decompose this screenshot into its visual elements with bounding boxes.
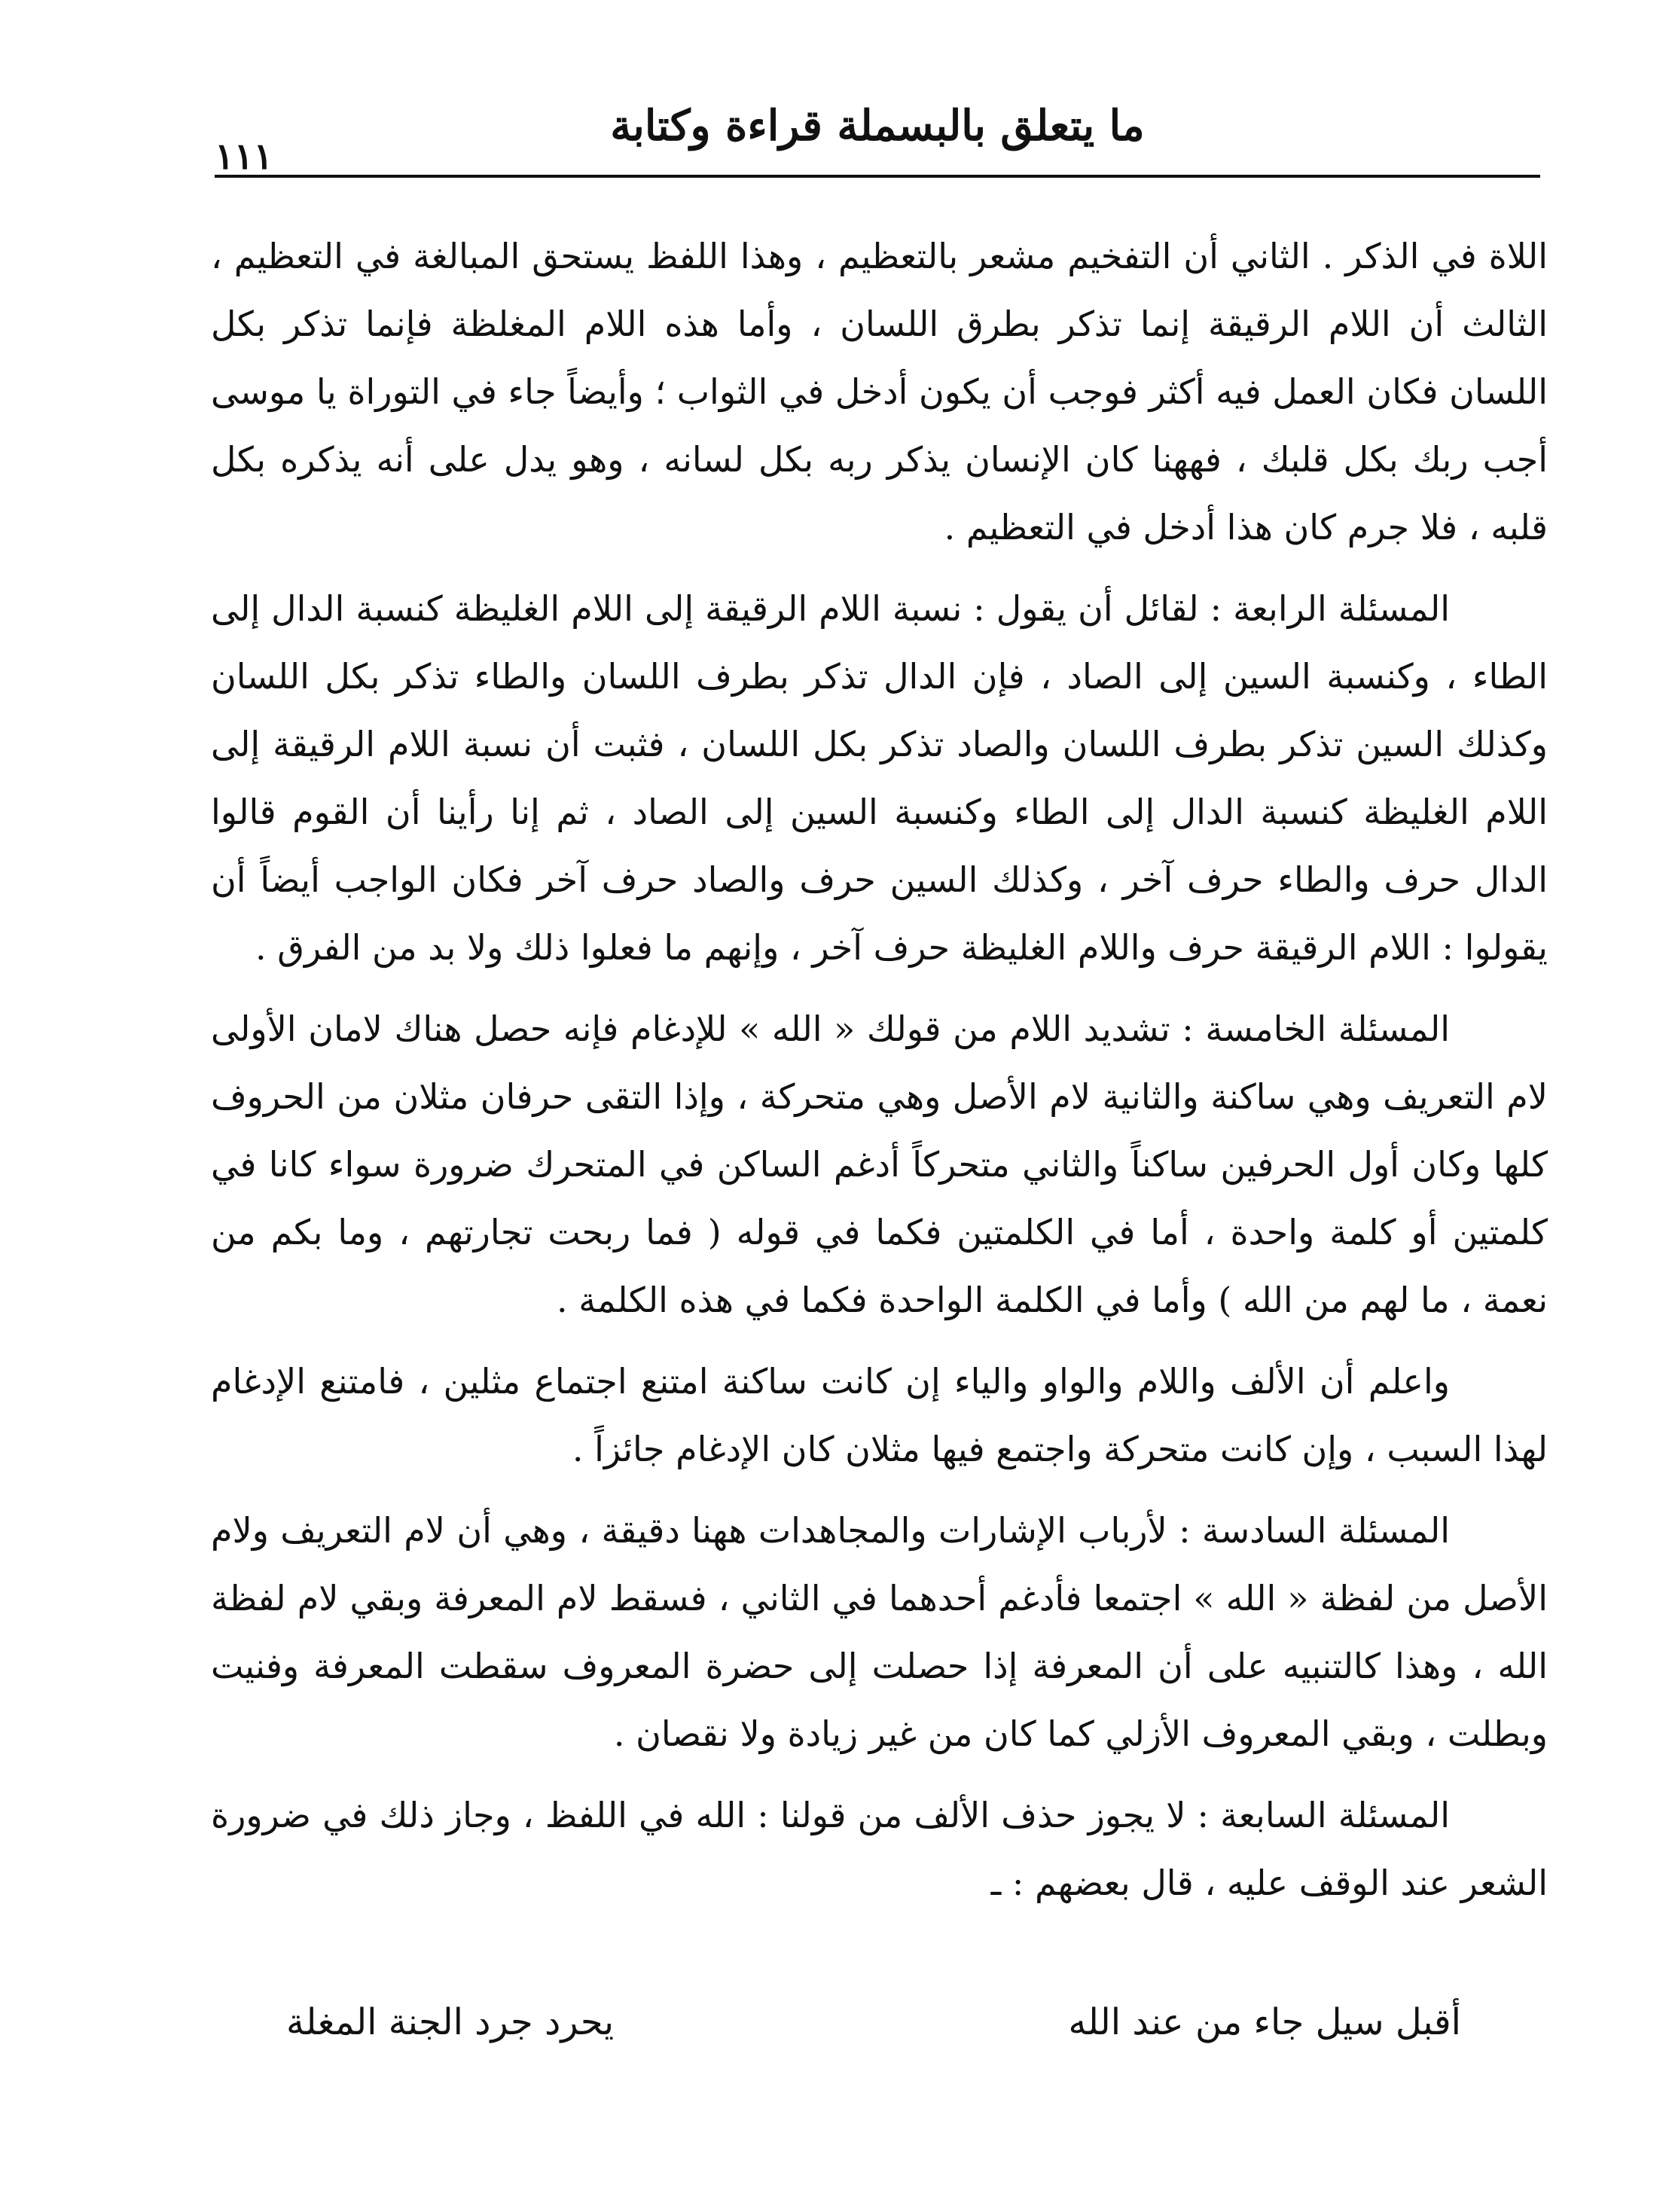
verse-first-hemistich: أقبل سيل جاء من عند الله <box>1068 2001 1461 2043</box>
page-header <box>215 90 1540 188</box>
verse-second-hemistich: يحرد جرد الجنة المغلة <box>286 2001 615 2043</box>
paragraph: اللاة في الذكر . الثاني أن التفخيم مشعر بالتعظيم ، وهذا اللفظ يستحق المبالغة في التعظيم ، الثالث أن اللام الرقيقة إنما تذكر بطرق اللسان ، وأما هذه اللام المغلظة فإنما تذكر بكل اللسان فكان العمل فيه أكثر فوجب أن يكون أدخل في الثواب ؛ وأيضاً جاء في التوراة يا موسى أجب ربك بكل قلبك ، فههنا كان الإنسان يذكر ربه بكل لسانه ، وهو يدل على أنه يذكره بكل قلبه ، فلا جرم كان هذا أدخل في التعظيم . <box>211 236 1548 548</box>
running-title: ما يتعلق بالبسملة قراءة وكتابة <box>610 101 1145 151</box>
body-text <box>211 222 1548 1930</box>
paragraph: المسئلة الرابعة : لقائل أن يقول : نسبة اللام الرقيقة إلى اللام الغليظة كنسبة الدال إلى الطاء ، وكنسبة السين إلى الصاد ، فإن الدال تذكر بطرف اللسان والطاء تذكر بكل اللسان وكذلك السين تذكر بطرف اللسان والصاد تذكر بكل اللسان ، فثبت أن نسبة اللام الرقيقة إلى اللام الغليظة كنسبة الدال إلى الطاء وكنسبة السين إلى الصاد ، ثم إنا رأينا أن القوم قالوا الدال حرف والطاء حرف آخر ، وكذلك السين حرف والصاد حرف آخر فكان الواجب أيضاً أن يقولوا : اللام الرقيقة حرف واللام الغليظة حرف آخر ، وإنهم ما فعلوا ذلك ولا بد من الفرق . <box>211 588 1548 968</box>
paragraph: واعلم أن الألف واللام والواو والياء إن كانت ساكنة امتنع اجتماع مثلين ، فامتنع الإدغام لهذا السبب ، وإن كانت متحركة واجتمع فيها مثلان كان الإدغام جائزاً . <box>211 1361 1548 1469</box>
paragraph: المسئلة السادسة : لأرباب الإشارات والمجاهدات ههنا دقيقة ، وهي أن لام التعريف ولام الأصل من لفظة « الله » اجتمعا فأدغم أحدهما في الثاني ، فسقط لام المعرفة وبقي لام لفظة الله ، وهذا كالتنبيه على أن المعرفة إذا حصلت إلى حضرة المعروف سقطت المعرفة وفنيت وبطلت ، وبقي المعروف الأزلي كما كان من غير زيادة ولا نقصان . <box>211 1510 1548 1754</box>
poetry-verse <box>286 1988 1461 2056</box>
page-number: ١١١ <box>215 136 273 178</box>
paragraph: المسئلة السابعة : لا يجوز حذف الألف من قولنا : الله في اللفظ ، وجاز ذلك في ضرورة الشعر عند الوقف عليه ، قال بعضهم : ـ <box>211 1795 1548 1903</box>
paragraph: المسئلة الخامسة : تشديد اللام من قولك « الله » للإدغام فإنه حصل هناك لامان الأولى لام التعريف وهي ساكنة والثانية لام الأصل وهي متحركة ، وإذا التقى حرفان مثلان من الحروف كلها وكان أول الحرفين ساكناً والثاني متحركاً أدغم الساكن في المتحرك ضرورة سواء كانا في كلمتين أو كلمة واحدة ، أما في الكلمتين فكما في قوله ( فما ربحت تجارتهم ، وما بكم من نعمة ، ما لهم من الله ) وأما في الكلمة الواحدة فكما في هذه الكلمة . <box>211 1008 1548 1320</box>
header-rule <box>215 175 1540 178</box>
